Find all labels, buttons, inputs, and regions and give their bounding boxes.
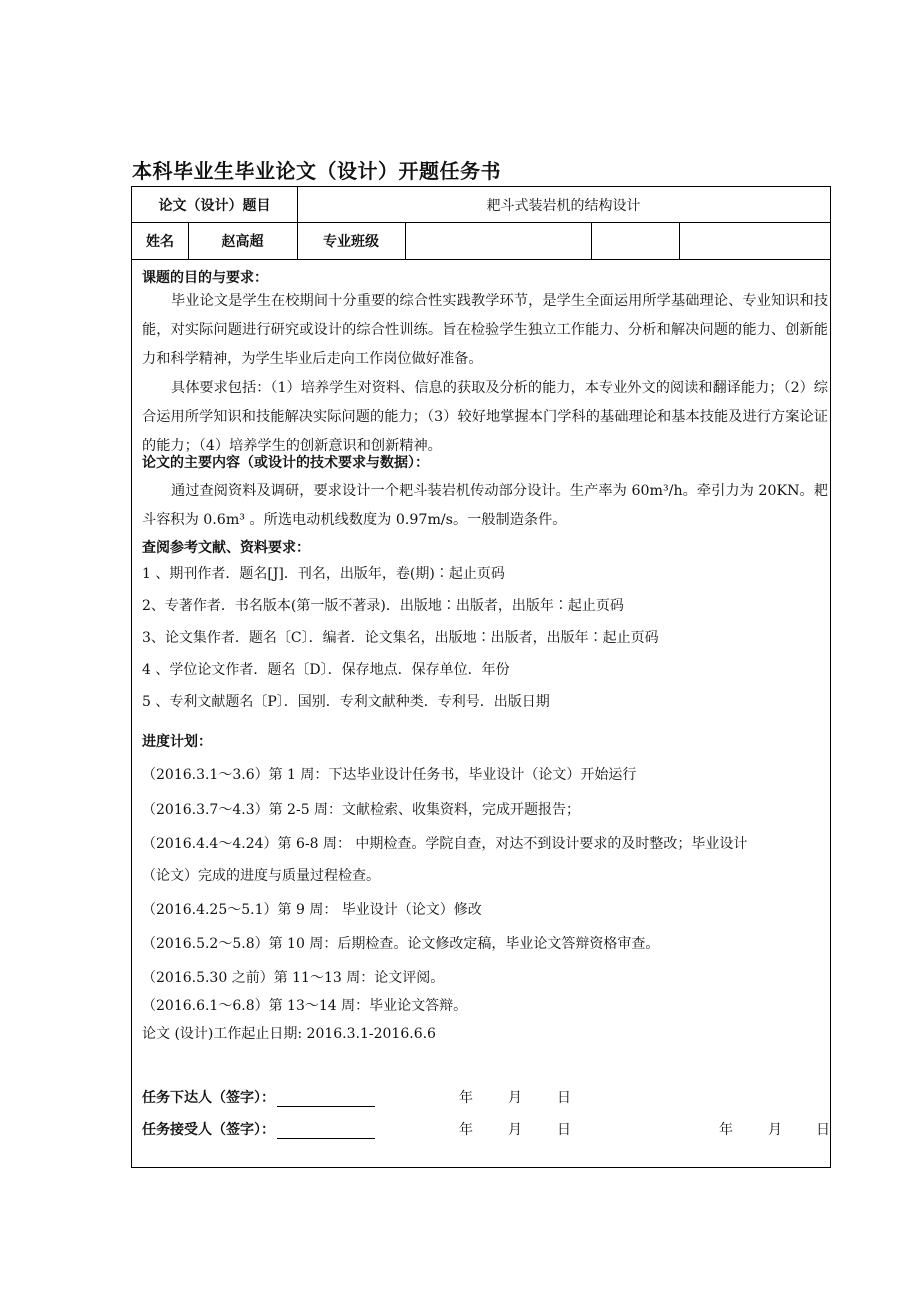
purpose-paragraph-1: 毕业论文是学生在校期间十分重要的综合性实践教学环节，是学生全面运用所学基础理论、专业知识和技能，对实际问题进行研究或设计的综合性训练。旨在检验学生独立工作能力、分析和解决问题的能力、创新能力和科学精神，为学生毕业后走向工作岗位做好准备。 (142, 293, 828, 367)
receiver-day: 日 (557, 1122, 571, 1138)
content-heading: 论文的主要内容（或设计的技术要求与数据）： (142, 455, 429, 471)
issuer-label: 任务下达人（签字）： (142, 1090, 275, 1106)
reference-item: 3、论文集作者．题名〔C〕．编者．论文集名，出版地∶出版者，出版年∶起止页码 (142, 630, 659, 646)
receiver-label: 任务接受人（签字）： (142, 1122, 275, 1138)
schedule-item: （2016.6.1～6.8）第 13～14 周：毕业论文答辩。 (142, 998, 468, 1014)
schedule-item: （2016.4.25～5.1）第 9 周： 毕业设计（论文）修改 (142, 902, 482, 918)
purpose-heading: 课题的目的与要求： (142, 270, 268, 286)
document-title: 本科毕业生毕业论文（设计）开题任务书 (132, 159, 501, 183)
issuer-month: 月 (508, 1090, 522, 1106)
receiver-year-2: 年 (719, 1122, 733, 1138)
references-heading: 查阅参考文献、资料要求： (142, 540, 310, 556)
work-period: 论文 (设计)工作起止日期: 2016.3.1-2016.6.6 (142, 1026, 436, 1042)
issuer-year: 年 (459, 1090, 473, 1106)
purpose-paragraph-2: 具体要求包括：（1）培养学生对资料、信息的获取及分析的能力，本专业外文的阅读和翻译能力；（2）综合运用所学知识和技能解决实际问题的能力；（3）较好地掌握本门学科的基础理论和基本技能及进行方案论证的能力；（4）培养学生的创新意识和创新精神。 (142, 380, 828, 454)
topic-value: 耙斗式装岩机的结构设计 (486, 197, 641, 214)
name-label: 姓名 (146, 233, 174, 250)
row-divider (132, 259, 830, 260)
schedule-item: （2016.3.1～3.6）第 1 周：下达毕业设计任务书，毕业设计（论文）开始运行 (142, 767, 637, 783)
receiver-day-2: 日 (816, 1122, 830, 1138)
schedule-item: （2016.4.4～4.24）第 6-8 周： 中期检查。学院自查，对达不到设计要求的及时整改；毕业设计 (142, 836, 748, 852)
reference-item: 1 、期刊作者．题名[J]．刊名，出版年，卷(期)∶起止页码 (142, 566, 505, 582)
issuer-signature (142, 1087, 375, 1107)
name-value: 赵高超 (221, 233, 264, 250)
topic-label: 论文（设计）题目 (158, 197, 271, 214)
issuer-day: 日 (557, 1090, 571, 1106)
schedule-item: （论文）完成的进度与质量过程检查。 (142, 868, 380, 884)
major-class-label: 专业班级 (323, 233, 379, 250)
reference-item: 5 、专利文献题名〔P〕．国别．专利文献种类．专利号．出版日期 (142, 694, 550, 710)
blank-cell (679, 222, 830, 259)
content-paragraph: 通过查阅资料及调研，要求设计一个耙斗装岩机传动部分设计。生产率为 60m³/h。牵引力为 20KN。耙斗容积为 0.6m³ 。所选电动机线数度为 0.97m/s。一般制造条件。 (142, 483, 828, 528)
schedule-heading: 进度计划： (142, 734, 212, 750)
task-form-table (131, 186, 831, 1168)
blank-cell (591, 222, 679, 259)
receiver-signature-line (277, 1124, 375, 1139)
schedule-item: （2016.5.2～5.8）第 10 周：后期检查。论文修改定稿，毕业论文答辩资格审查。 (142, 936, 660, 952)
reference-item: 4 、学位论文作者．题名〔D〕．保存地点．保存单位．年份 (142, 662, 510, 678)
receiver-month: 月 (508, 1122, 522, 1138)
schedule-item: （2016.3.7～4.3）第 2-5 周：文献检索、收集资料，完成开题报告； (142, 802, 581, 818)
major-class-value (405, 222, 591, 259)
reference-item: 2、专著作者．书名版本(第一版不著录)．出版地∶出版者，出版年∶起止页码 (142, 598, 624, 614)
receiver-year: 年 (459, 1122, 473, 1138)
receiver-month-2: 月 (768, 1122, 782, 1138)
receiver-signature (142, 1119, 375, 1139)
schedule-item: （2016.5.30 之前）第 11～13 周：论文评阅。 (142, 970, 445, 986)
issuer-signature-line (277, 1092, 375, 1107)
